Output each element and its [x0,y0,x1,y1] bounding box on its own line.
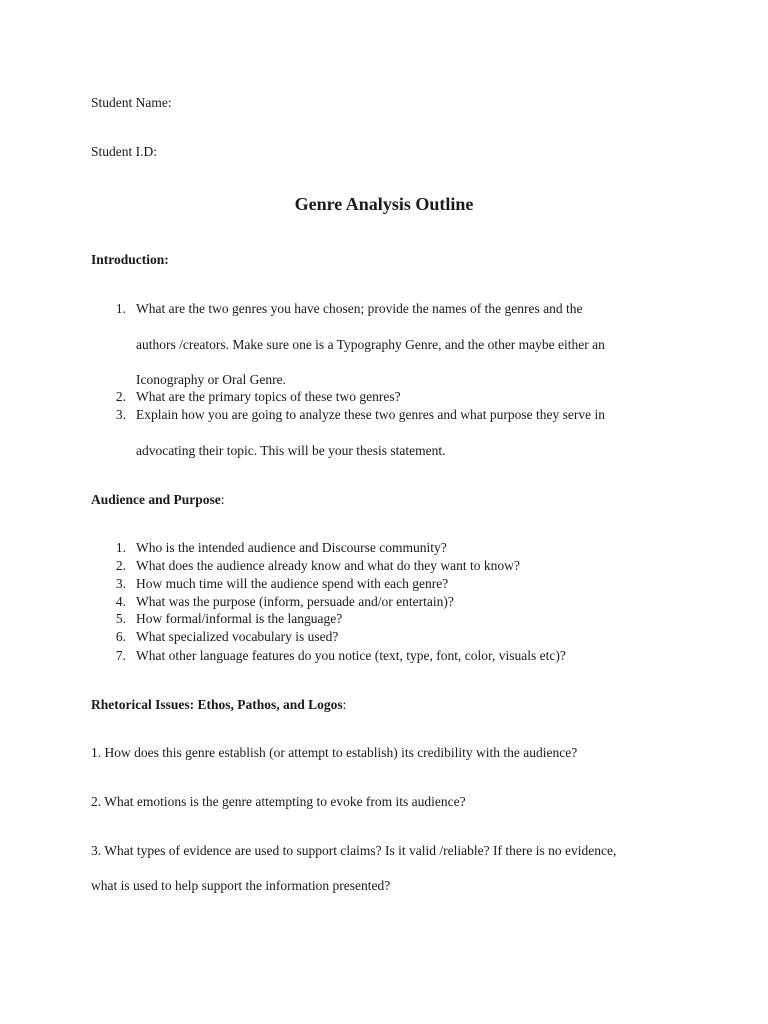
list-item-text: How formal/informal is the language? [136,611,343,626]
audience-heading-text: Audience and Purpose [91,492,221,507]
list-item-number: 1. [115,540,126,555]
list-item-text: What are the primary topics of these two genres? [136,389,401,404]
student-name-label: Student Name: [91,95,172,110]
rhetorical-heading-text: Rhetorical Issues: Ethos, Pathos, and Logos [91,697,343,712]
list-item-number: 5. [115,611,126,626]
rhetorical-heading [91,697,346,713]
list-item-text: 3. What types of evidence are used to support claims? Is it valid /reliable? If there is no evidence, [91,843,617,858]
list-item-text: advocating their topic. This will be your thesis statement. [136,443,446,458]
list-item-text: What was the purpose (inform, persuade and/or entertain)? [136,594,454,609]
introduction-heading: Introduction: [91,252,169,267]
list-item-number: 4. [115,594,126,609]
audience-heading [91,492,225,508]
audience-heading-colon: : [220,492,225,507]
list-item-number: 6. [115,629,126,644]
list-item-text: How much time will the audience spend with each genre? [136,576,449,591]
list-item-text: authors /creators. Make sure one is a Typography Genre, and the other maybe either an [136,337,605,352]
list-item-number: 3. [115,407,126,422]
list-item-text: What specialized vocabulary is used? [136,629,339,644]
page-title: Genre Analysis Outline [294,194,474,214]
list-item-text: What does the audience already know and what do they want to know? [136,558,520,573]
list-item-text: Iconography or Oral Genre. [136,372,286,387]
list-item-text: Explain how you are going to analyze these two genres and what purpose they serve in [136,407,605,422]
list-item-text: 1. How does this genre establish (or attempt to establish) its credibility with the audience? [91,745,578,760]
list-item-text: What other language features do you notice (text, type, font, color, visuals etc)? [136,648,566,663]
list-item-number: 1. [115,301,126,316]
list-item-text: What are the two genres you have chosen; provide the names of the genres and the [136,301,583,316]
list-item-text: 2. What emotions is the genre attempting to evoke from its audience? [91,794,466,809]
list-item-number: 3. [115,576,126,591]
rhetorical-heading-colon: : [342,697,347,712]
list-item-number: 2. [115,389,126,404]
list-item-text: what is used to help support the information presented? [91,878,391,893]
list-item-number: 2. [115,558,126,573]
list-item-number: 7. [115,648,126,663]
list-item-text: Who is the intended audience and Discourse community? [136,540,447,555]
student-id-label: Student I.D: [91,144,157,159]
